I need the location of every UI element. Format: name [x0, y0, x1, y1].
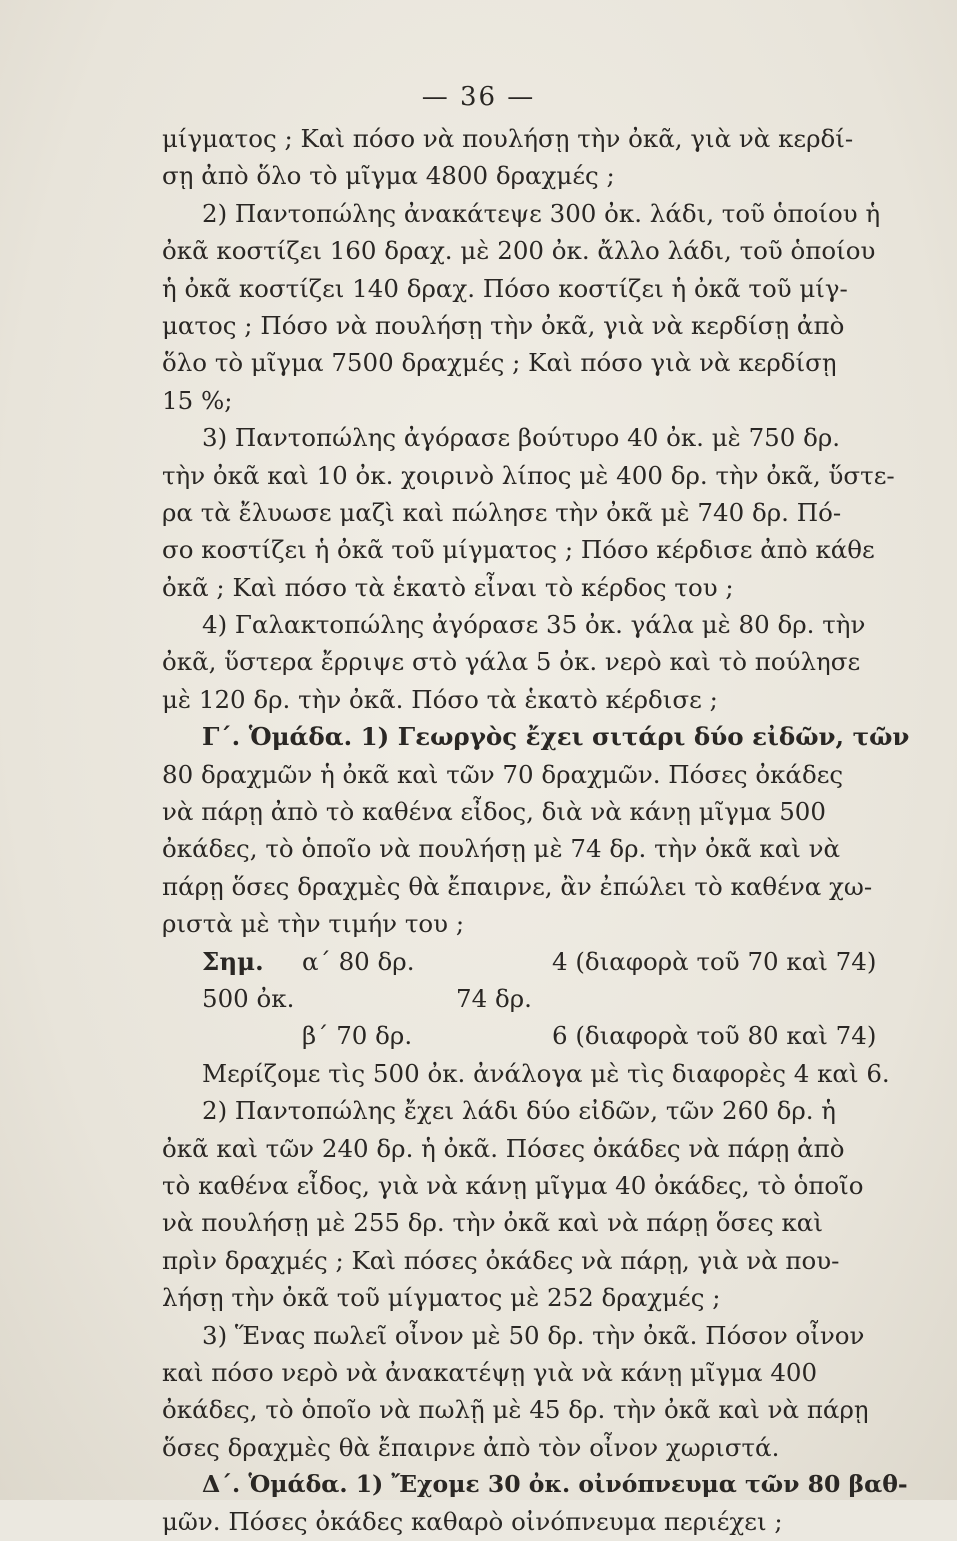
- text-line: τὸ καθένα εἶδος, γιὰ νὰ κάνῃ μῖγμα 40 ὀκάδες, τὸ ὁποῖο: [162, 1170, 864, 1200]
- text-line: μῶν. Πόσες ὀκάδες καθαρὸ οἰνόπνευμα περιέχει ;: [162, 1507, 783, 1537]
- note-value: 500 ὀκ.: [202, 983, 295, 1013]
- text-line: ὀκᾶ κοστίζει 160 δραχ. μὲ 200 ὀκ. ἄλλο λάδι, τοῦ ὁποίου: [162, 236, 876, 266]
- page-text: [162, 120, 914, 1541]
- text-line: ὅλο τὸ μῖγμα 7500 δραχμές ; Καὶ πόσο γιὰ νὰ κερδίσῃ: [162, 348, 837, 378]
- text-line: 3) Παντοπώλης ἀγόρασε βούτυρο 40 ὀκ. μὲ 750 δρ.: [202, 423, 841, 453]
- text-line: 15 %;: [162, 385, 233, 415]
- text-line: ὀκάδες, τὸ ὁποῖο νὰ πωλῇ μὲ 45 δρ. τὴν ὀκᾶ καὶ νὰ πάρῃ: [162, 1395, 869, 1425]
- text-line: ματος ; Πόσο νὰ πουλήσῃ τὴν ὀκᾶ, γιὰ νὰ κερδίσῃ ἀπὸ: [162, 310, 845, 340]
- note-value: α΄ 80 δρ.: [302, 946, 415, 976]
- note-value: 4 (διαφορὰ τοῦ 70 καὶ 74): [552, 946, 877, 976]
- text-line: μὲ 120 δρ. τὴν ὀκᾶ. Πόσο τὰ ἑκατὸ κέρδισε ;: [162, 684, 718, 714]
- text-line: καὶ πόσο νερὸ νὰ ἀνακατέψῃ γιὰ νὰ κάνῃ μῖγμα 400: [162, 1357, 818, 1387]
- text-line: ὅσες δραχμὲς θὰ ἔπαιρνε ἀπὸ τὸν οἶνον χωριστά.: [162, 1432, 780, 1462]
- text-line: ρα τὰ ἔλυωσε μαζὶ καὶ πώλησε τὴν ὀκᾶ μὲ 740 δρ. Πό-: [162, 497, 842, 527]
- text-line: ὀκᾶ, ὕστερα ἔρριψε στὸ γάλα 5 ὀκ. νερὸ καὶ τὸ πούλησε: [162, 647, 861, 677]
- note-value: 74 δρ.: [456, 983, 532, 1013]
- page-number: — 36 —: [421, 82, 536, 112]
- section-heading-line: Δ΄. Ὁμάδα. 1) Ἔχομε 30 ὀκ. οἰνόπνευμα τῶν 80 βαθ-: [202, 1470, 908, 1499]
- text-line: Μερίζομε τὶς 500 ὀκ. ἀνάλογα μὲ τὶς διαφορὲς 4 καὶ 6.: [202, 1058, 890, 1088]
- text-line: ὀκᾶ καὶ τῶν 240 δρ. ἡ ὀκᾶ. Πόσες ὀκάδες νὰ πάρῃ ἀπὸ: [162, 1133, 845, 1163]
- text-line: τὴν ὀκᾶ καὶ 10 ὀκ. χοιρινὸ λίπος μὲ 400 δρ. τὴν ὀκᾶ, ὕστε-: [162, 460, 895, 490]
- text-line: νὰ πουλήσῃ μὲ 255 δρ. τὴν ὀκᾶ καὶ νὰ πάρῃ ὅσες καὶ: [162, 1208, 823, 1238]
- text-line: 4) Γαλακτοπώλης ἀγόρασε 35 ὀκ. γάλα μὲ 80 δρ. τὴν: [202, 610, 866, 640]
- text-line: 3) Ἕνας πωλεῖ οἶνον μὲ 50 δρ. τὴν ὀκᾶ. Πόσον οἶνον: [202, 1320, 865, 1350]
- text-line: ὀκάδες, τὸ ὁποῖο νὰ πουλήσῃ μὲ 74 δρ. τὴν ὀκᾶ καὶ νὰ: [162, 834, 841, 864]
- text-line: σῃ ἀπὸ ὅλο τὸ μῖγμα 4800 δραχμές ;: [162, 161, 615, 191]
- note-value: 6 (διαφορὰ τοῦ 80 καὶ 74): [552, 1021, 877, 1051]
- text-line: ἡ ὀκᾶ κοστίζει 140 δραχ. Πόσο κοστίζει ἡ ὀκᾶ τοῦ μίγ-: [162, 273, 848, 303]
- text-line: μίγματος ; Καὶ πόσο νὰ πουλήσῃ τὴν ὀκᾶ, γιὰ νὰ κερδί-: [162, 124, 854, 153]
- text-line: νὰ πάρῃ ἀπὸ τὸ καθένα εἶδος, διὰ νὰ κάνῃ μῖγμα 500: [162, 797, 826, 827]
- text-line: πάρῃ ὅσες δραχμὲς θὰ ἔπαιρνε, ἂν ἐπώλει τὸ καθένα χω-: [162, 871, 873, 901]
- text-line: 2) Παντοπώλης ἀνακάτεψε 300 ὀκ. λάδι, τοῦ ὁποίου ἡ: [202, 198, 881, 228]
- note-row: [162, 1017, 914, 1054]
- section-heading-line: Γ΄. Ὁμάδα. 1) Γεωργὸς ἔχει σιτάρι δύο εἰδῶν, τῶν: [202, 722, 910, 752]
- note-label: Σημ.: [202, 946, 264, 976]
- text-line: ριστὰ μὲ τὴν τιμήν του ;: [162, 909, 465, 939]
- text-line: ὀκᾶ ; Καὶ πόσο τὰ ἑκατὸ εἶναι τὸ κέρδος του ;: [162, 572, 734, 602]
- note-row: [162, 980, 914, 1017]
- text-line: πρὶν δραχμές ; Καὶ πόσες ὀκάδες νὰ πάρῃ, γιὰ νὰ που-: [162, 1245, 840, 1275]
- note-value: β΄ 70 δρ.: [302, 1021, 413, 1051]
- text-line: 2) Παντοπώλης ἔχει λάδι δύο εἰδῶν, τῶν 260 δρ. ἡ: [202, 1096, 836, 1126]
- note-row: [162, 943, 914, 980]
- text-line: σο κοστίζει ἡ ὀκᾶ τοῦ μίγματος ; Πόσο κέρδισε ἀπὸ κάθε: [162, 535, 875, 565]
- text-line: 80 δραχμῶν ἡ ὀκᾶ καὶ τῶν 70 δραχμῶν. Πόσες ὀκάδες: [162, 759, 844, 789]
- text-line: λήσῃ τὴν ὀκᾶ τοῦ μίγματος μὲ 252 δραχμές ;: [162, 1283, 721, 1313]
